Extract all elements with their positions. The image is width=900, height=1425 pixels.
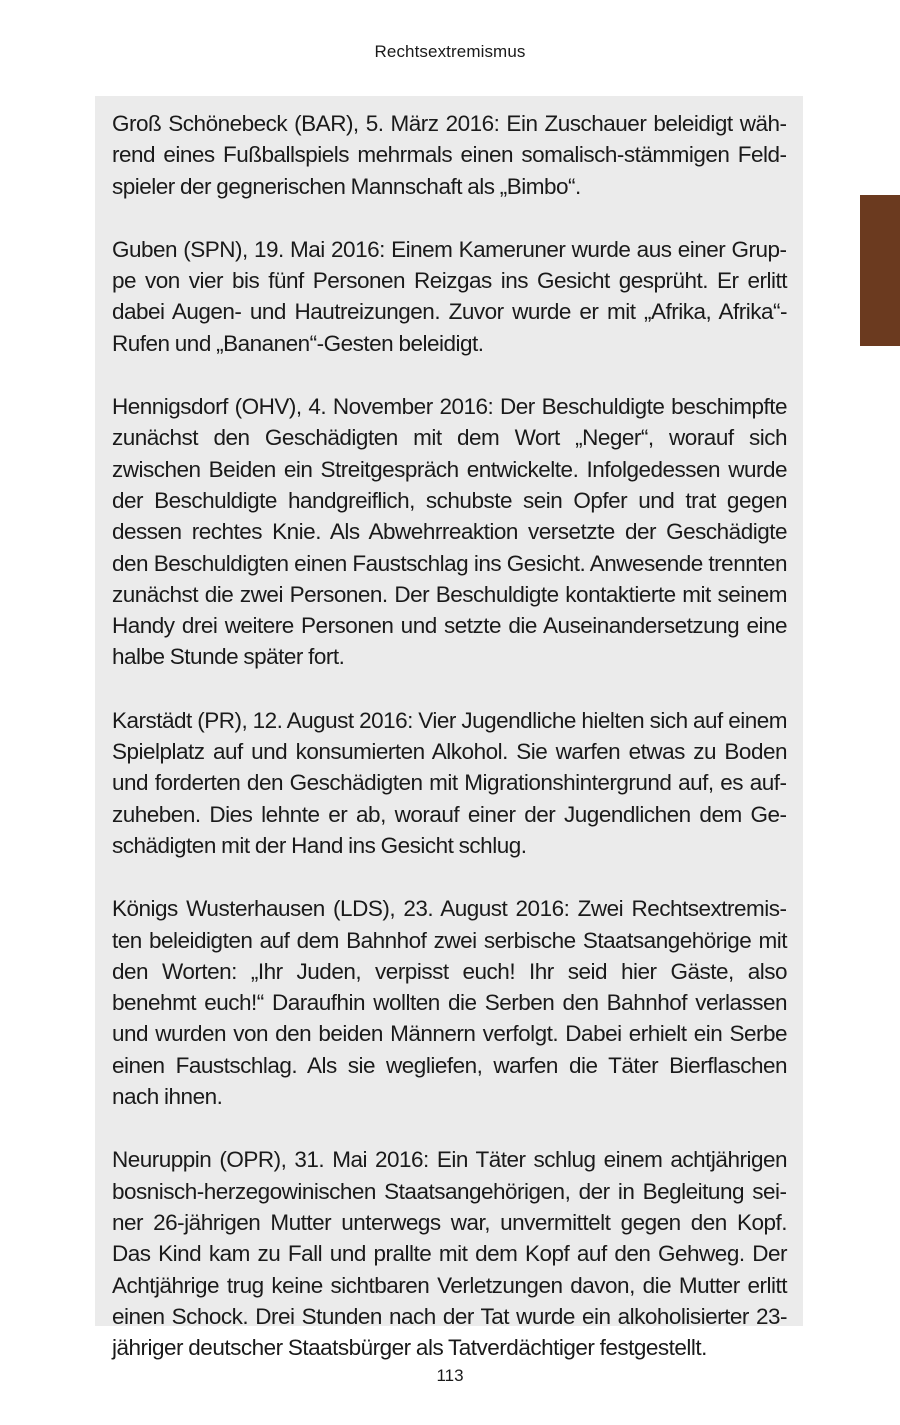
incident-entry: Königs Wusterhausen (LDS), 23. August 2016: Zwei Rechtsextremisten beleidigten auf dem Bahnhof zwei serbische Staatsangehörige mit den Worten: „Ihr Juden, verpisst euch! Ihr seid hier Gäste, also benehmt euch!“ Daraufhin wollten die Serben den Bahnhof verlassen und wurden von den beiden Männern verfolgt. Dabei erhielt ein Serbe einen Faustschlag. Als sie wegliefen, warfen die Täter Bierflaschen nach ihnen. xyxy=(112,896,787,1110)
running-header: Rechtsextremismus xyxy=(374,42,526,61)
incident-entry: Groß Schönebeck (BAR), 5. März 2016: Ein Zuschauer beleidigt während eines Fußballspiels mehrmals einen somalisch-stämmigen Feldspieler der gegnerischen Mannschaft als „Bimbo“. xyxy=(112,111,787,199)
incident-list-box xyxy=(95,96,803,1361)
chapter-thumb-tab xyxy=(860,195,900,346)
page-number: 113 xyxy=(436,1366,464,1385)
incident-entry: Hennigsdorf (OHV), 4. November 2016: Der Beschuldigte beschimpfte zunächst den Geschädigten mit dem Wort „Neger“, worauf sich zwischen Beiden ein Streitgespräch entwickelte. Infolgedessen wurde der Beschuldigte handgreiflich, schubste sein Opfer und trat gegen dessen rechtes Knie. Als Abwehrreaktion versetzte der Geschädigte den Beschuldigten einen Faustschlag ins Gesicht. Anwesende trennten zunächst die zwei Personen. Der Beschuldigte kontaktierte mit seinem Handy drei weitere Personen und setzte die Auseinandersetzung eine halbe Stunde später fort. xyxy=(112,394,787,670)
incident-entry: Neuruppin (OPR), 31. Mai 2016: Ein Täter schlug einem achtjährigen bosnisch-herzegowinischen Staatsangehörigen, der in Begleitung seiner 26-jährigen Mutter unterwegs war, unvermittelt gegen den Kopf. Das Kind kam zu Fall und prallte mit dem Kopf auf den Gehweg. Der Achtjährige trug keine sichtbaren Verletzungen davon, die Mutter erlitt einen Schock. Drei Stunden nach der Tat wurde ein alkoholisierter 23-jähriger deutscher Staatsbürger als Tatverdächtiger festgestellt. xyxy=(112,1147,787,1361)
incident-entry: Karstädt (PR), 12. August 2016: Vier Jugendliche hielten sich auf einem Spielplatz auf und konsumierten Alkohol. Sie warfen etwas zu Boden und forderten den Geschädigten mit Migrationshintergrund auf, es aufzuheben. Dies lehnte er ab, worauf einer der Jugendlichen dem Geschädigten mit der Hand ins Gesicht schlug. xyxy=(112,707,787,858)
incident-entry: Guben (SPN), 19. Mai 2016: Einem Kameruner wurde aus einer Gruppe von vier bis fünf Personen Reizgas ins Gesicht gesprüht. Er erlitt dabei Augen- und Hautreizungen. Zuvor wurde er mit „Afrika, Afrika“-Rufen und „Bananen“-Gesten beleidigt. xyxy=(112,236,787,356)
